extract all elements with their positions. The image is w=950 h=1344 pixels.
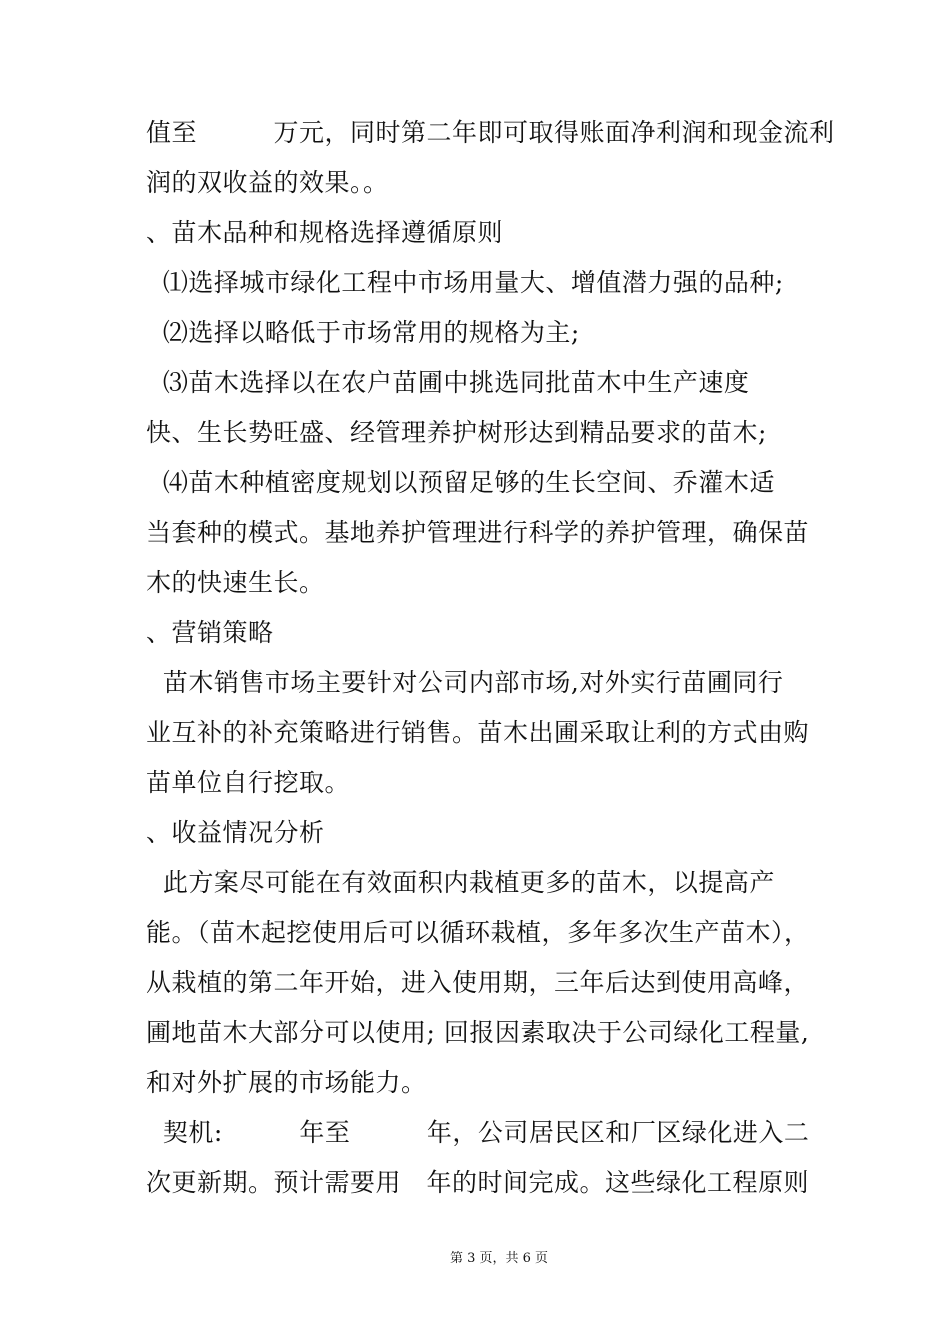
text-line: 和对外扩展的市场能力。: [146, 1068, 427, 1097]
text-line: 木的快速生长。: [146, 568, 325, 597]
text-line: 润的双收益的效果。。: [146, 168, 389, 197]
text-line: ⑵选择以略低于市场常用的规格为主;: [146, 318, 580, 347]
text-line: 苗木销售市场主要针对公司内部市场,对外实行苗圃同行: [146, 668, 784, 697]
text-line: ⑴选择城市绿化工程中市场用量大、增值潜力强的品种;: [146, 268, 784, 297]
text-line: 次更新期。预计需要用 年的时间完成。这些绿化工程原则: [146, 1168, 810, 1197]
text-line: 此方案尽可能在有效面积内栽植更多的苗木，以提高产: [146, 868, 775, 897]
section-heading: 、收益情况分析: [146, 818, 325, 847]
text-line: 当套种的模式。基地养护管理进行科学的养护管理，确保苗: [146, 518, 810, 547]
section-heading: 、苗木品种和规格选择遵循原则: [146, 218, 504, 247]
text-line: 能。（苗木起挖使用后可以循环栽植，多年多次生产苗木），: [146, 918, 810, 947]
text-line: 值至 万元，同时第二年即可取得账面净利润和现金流利: [146, 118, 835, 147]
text-line: ⑷苗木种植密度规划以预留足够的生长空间、乔灌木适: [146, 468, 775, 497]
text-line: 苗单位自行挖取。: [146, 768, 351, 797]
text-line: 契机: 年至 年，公司居民区和厂区绿化进入二: [146, 1118, 810, 1147]
page-number-footer: 第 3 页，共 6 页: [449, 1251, 549, 1266]
text-line: 圃地苗木大部分可以使用; 回报因素取决于公司绿化工程量,: [146, 1018, 810, 1047]
text-line: 快、生长势旺盛、经管理养护树形达到精品要求的苗木;: [146, 418, 767, 447]
text-line: 业互补的补充策略进行销售。苗木出圃采取让利的方式由购: [146, 718, 810, 747]
text-line: ⑶苗木选择以在农户苗圃中挑选同批苗木中生产速度: [146, 368, 750, 397]
text-line: 从栽植的第二年开始，进入使用期，三年后达到使用高峰，: [146, 968, 810, 997]
section-heading: 、营销策略: [146, 618, 274, 647]
